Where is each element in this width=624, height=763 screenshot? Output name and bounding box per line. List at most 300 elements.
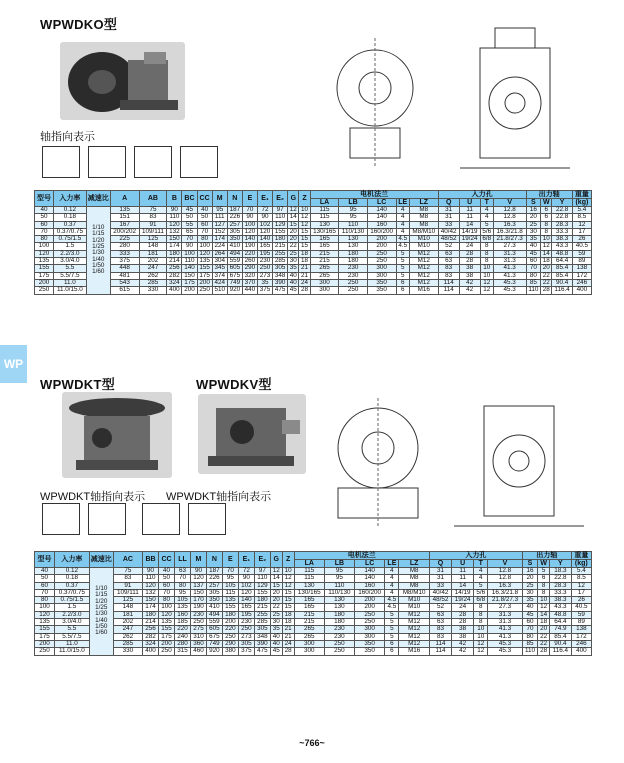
- table-cell: 22.8: [552, 214, 572, 221]
- reduction-ratio-cell: 1/10 1/15 1/20 1/25 1/30 1/40 1/50 1/60: [86, 207, 110, 295]
- column-header: Z: [299, 191, 310, 207]
- header-group-input_hole: 入力孔: [438, 191, 526, 199]
- table-cell: 200: [182, 287, 197, 294]
- table-cell: 52: [438, 243, 459, 250]
- column-header: S: [522, 560, 537, 568]
- table-cell: 14: [270, 575, 282, 582]
- table-cell: 38.3: [550, 597, 572, 604]
- table-cell: M8/M10: [409, 228, 438, 235]
- column-header: Z: [282, 552, 294, 568]
- table-cell: 390: [273, 279, 288, 286]
- table-cell: 25: [526, 221, 541, 228]
- column-header: V: [493, 199, 526, 207]
- table-cell: 5: [385, 619, 399, 626]
- table-cell: M12: [409, 265, 438, 272]
- table-cell: M12: [409, 258, 438, 265]
- table-cell: 59: [572, 250, 591, 257]
- table-cell: 5: [396, 250, 409, 257]
- table-cell: 14: [541, 250, 552, 257]
- table-cell: 215: [310, 258, 339, 265]
- table-cell: 165: [310, 236, 339, 243]
- table-cell: 5.5/7.5: [55, 633, 90, 640]
- header-group-weight: 重量: [572, 191, 591, 199]
- table-cell: 175: [197, 272, 212, 279]
- table-cell: 12: [474, 640, 488, 647]
- table-cell: 95: [339, 207, 367, 214]
- table-cell: 100: [182, 250, 197, 257]
- table-cell: 230: [339, 265, 367, 272]
- table-cell: 290: [222, 640, 238, 647]
- table-cell: 300: [310, 279, 339, 286]
- direction-label-wpwdkv: WPWDKT轴指向表示: [166, 491, 272, 503]
- column-header: E₂: [254, 552, 270, 568]
- header-group-output_shaft: 出力轴: [522, 552, 571, 560]
- table-cell: 105: [222, 582, 238, 589]
- table-cell: 110/130: [324, 589, 354, 596]
- table-cell: 83: [429, 633, 451, 640]
- table-cell: 70: [175, 575, 191, 582]
- table-cell: 4.5: [385, 604, 399, 611]
- page-number: ~766~: [299, 738, 325, 748]
- table-cell: 0.37: [54, 221, 87, 228]
- spec-table-wpwdko: [34, 190, 592, 295]
- table-cell: 97: [273, 207, 288, 214]
- table-cell: 410: [227, 243, 242, 250]
- table-cell: M12: [399, 626, 429, 633]
- table-cell: 10: [474, 633, 488, 640]
- table-cell: 230: [257, 258, 272, 265]
- direction-diagram-a: [42, 146, 80, 178]
- table-cell: 265: [310, 272, 339, 279]
- table-cell: 424: [212, 279, 227, 286]
- table-cell: 12: [288, 207, 299, 214]
- table-cell: 12: [282, 575, 294, 582]
- table-cell: 15: [299, 228, 310, 235]
- table-cell: 38.3: [552, 236, 572, 243]
- table-cell: 226: [227, 214, 242, 221]
- table-cell: 333: [110, 250, 139, 257]
- table-cell: 0.75/1.5: [55, 597, 90, 604]
- table-cell: 16.3/21.8: [488, 589, 523, 596]
- table-cell: 12: [541, 243, 552, 250]
- table-cell: 250: [339, 279, 367, 286]
- table-cell: 200: [367, 236, 396, 243]
- table-cell: 110: [273, 214, 288, 221]
- table-cell: 15: [288, 221, 299, 228]
- table-cell: 8: [541, 228, 552, 235]
- product-photo-wpwdkt: [62, 392, 172, 478]
- table-cell: 675: [227, 272, 242, 279]
- table-cell: 250: [324, 648, 354, 655]
- table-cell: 12: [480, 287, 493, 294]
- table-cell: 33: [429, 582, 451, 589]
- table-cell: 180: [324, 611, 354, 618]
- column-header: AC: [113, 552, 142, 568]
- table-cell: 90.4: [552, 279, 572, 286]
- table-cell: 97: [254, 568, 270, 575]
- column-header: V: [488, 560, 523, 568]
- table-cell: 6: [396, 279, 409, 286]
- table-cell: 220: [222, 626, 238, 633]
- table-cell: 18: [541, 258, 552, 265]
- table-cell: 12: [299, 214, 310, 221]
- table-cell: 12.8: [488, 568, 523, 575]
- table-cell: 10: [299, 207, 310, 214]
- table-cell: 110: [522, 648, 537, 655]
- table-cell: 148: [139, 243, 167, 250]
- table-cell: 285: [254, 619, 270, 626]
- direction-diagram-kt-a: [42, 503, 80, 535]
- table-cell: 21.8/27.3: [493, 236, 526, 243]
- table-cell: 8: [480, 243, 493, 250]
- table-cell: 33.3: [550, 589, 572, 596]
- table-cell: 5.4: [571, 568, 591, 575]
- table-cell: 35: [526, 236, 541, 243]
- table-cell: 114: [438, 287, 459, 294]
- table-cell: 195: [257, 250, 272, 257]
- table-cell: 48/52: [429, 597, 451, 604]
- header-group-output_shaft: 出力轴: [526, 191, 572, 199]
- table-cell: 8.5: [571, 575, 591, 582]
- product-photo-wpwdkv: [198, 394, 306, 474]
- table-cell: 115: [310, 214, 339, 221]
- table-cell: 64.4: [550, 619, 572, 626]
- table-cell: 200: [354, 604, 384, 611]
- column-header: E₁: [257, 191, 272, 207]
- table-cell: 16.3: [493, 221, 526, 228]
- table-cell: 40: [288, 279, 299, 286]
- header-group-weight: 重量: [571, 552, 591, 560]
- table-row: [35, 214, 592, 221]
- table-cell: 120: [242, 228, 257, 235]
- table-cell: 0.37/0.75: [54, 228, 87, 235]
- table-cell: 90: [242, 214, 257, 221]
- table-cell: 21: [299, 265, 310, 272]
- table-cell: 282: [143, 633, 159, 640]
- table-cell: 28: [452, 619, 474, 626]
- table-cell: 3.0/4.0: [54, 258, 87, 265]
- table-cell: 11.0: [54, 279, 87, 286]
- table-cell: 410: [206, 604, 222, 611]
- table-cell: 1.5: [55, 604, 90, 611]
- table-cell: 18: [299, 250, 310, 257]
- table-cell: 137: [190, 582, 206, 589]
- table-cell: M12: [399, 633, 429, 640]
- table-cell: 300: [310, 287, 339, 294]
- table-cell: 374: [212, 272, 227, 279]
- table-cell: 543: [110, 279, 139, 286]
- table-cell: 70: [222, 568, 238, 575]
- table-cell: 18: [538, 619, 550, 626]
- table-cell: M12: [409, 279, 438, 286]
- table-cell: 4: [480, 207, 493, 214]
- table-cell: 749: [227, 279, 242, 286]
- table-cell: 130/165: [310, 228, 339, 235]
- table-cell: 375: [238, 648, 254, 655]
- column-header: LA: [310, 199, 339, 207]
- table-cell: 300: [354, 626, 384, 633]
- table-cell: 33.3: [552, 228, 572, 235]
- table-cell: 90: [190, 568, 206, 575]
- table-cell: 360: [190, 640, 206, 647]
- table-cell: 116.4: [552, 287, 572, 294]
- table-cell: 115: [310, 207, 339, 214]
- table-cell: 200: [354, 597, 384, 604]
- table-cell: 45.3: [488, 640, 523, 647]
- table-cell: 120: [35, 611, 55, 618]
- table-cell: 390: [254, 640, 270, 647]
- table-cell: 10: [480, 272, 493, 279]
- table-cell: 200: [197, 279, 212, 286]
- table-cell: 4: [474, 575, 488, 582]
- column-header: LZ: [399, 560, 429, 568]
- column-header: E: [222, 552, 238, 568]
- table-cell: 324: [167, 279, 182, 286]
- table-cell: 22: [538, 633, 550, 640]
- table-cell: 25: [270, 611, 282, 618]
- table-cell: 70: [197, 228, 212, 235]
- table-cell: 12: [282, 582, 294, 589]
- table-cell: 6/8: [480, 236, 493, 243]
- table-cell: 150: [143, 597, 159, 604]
- table-cell: 42: [459, 287, 480, 294]
- table-cell: 45.3: [493, 279, 526, 286]
- table-cell: 102: [257, 221, 272, 228]
- table-cell: 138: [572, 265, 591, 272]
- table-cell: 95: [339, 214, 367, 221]
- table-cell: 74.9: [550, 626, 572, 633]
- table-cell: 230: [339, 272, 367, 279]
- table-cell: 8: [480, 250, 493, 257]
- table-cell: 50: [35, 575, 55, 582]
- table-row: [35, 648, 592, 655]
- table-cell: 220: [242, 250, 257, 257]
- table-cell: 250: [222, 633, 238, 640]
- table-cell: 11.0/15.0: [54, 287, 87, 294]
- table-cell: 155: [159, 626, 175, 633]
- table-cell: 28.3: [550, 582, 572, 589]
- table-cell: 460: [190, 648, 206, 655]
- table-cell: 27.3: [493, 243, 526, 250]
- table-cell: 200: [35, 640, 55, 647]
- table-cell: 12: [474, 648, 488, 655]
- table-cell: M12: [399, 640, 429, 647]
- header-group-input_hole: 入力孔: [429, 552, 522, 560]
- table-cell: 114: [438, 279, 459, 286]
- table-cell: 45: [522, 611, 537, 618]
- table-cell: 52: [429, 604, 451, 611]
- table-cell: 230: [238, 619, 254, 626]
- table-cell: 250: [35, 287, 54, 294]
- table-cell: 320: [242, 272, 257, 279]
- table-cell: 202: [113, 619, 142, 626]
- table-cell: 45: [526, 250, 541, 257]
- table-cell: 350: [367, 279, 396, 286]
- table-cell: 510: [212, 287, 227, 294]
- table-cell: 72: [238, 568, 254, 575]
- table-cell: 10: [474, 626, 488, 633]
- column-header: E₁: [238, 552, 254, 568]
- reduction-ratio-cell: 1/10 1/15 1/20 1/25 1/30 1/40 1/50 1/60: [89, 568, 113, 656]
- table-cell: 5.5: [54, 265, 87, 272]
- table-cell: 100: [159, 604, 175, 611]
- table-cell: 40: [526, 243, 541, 250]
- table-cell: 370: [242, 279, 257, 286]
- table-cell: 230: [190, 611, 206, 618]
- table-cell: 130: [310, 221, 339, 228]
- table-cell: 100: [197, 243, 212, 250]
- table-cell: 305: [227, 228, 242, 235]
- table-cell: 110: [254, 575, 270, 582]
- table-cell: 40: [288, 272, 299, 279]
- table-cell: 90: [257, 214, 272, 221]
- table-cell: 202: [139, 258, 167, 265]
- table-cell: 165: [310, 243, 339, 250]
- column-header: Q: [438, 199, 459, 207]
- table-cell: M16: [399, 648, 429, 655]
- table-cell: 80: [175, 582, 191, 589]
- table-cell: 0.37/0.75: [55, 589, 90, 596]
- table-cell: 19/24: [459, 236, 480, 243]
- table-cell: 22: [541, 272, 552, 279]
- table-cell: 28: [299, 287, 310, 294]
- table-cell: 4: [396, 228, 409, 235]
- table-cell: 200/202: [110, 228, 139, 235]
- table-cell: 140: [182, 265, 197, 272]
- technical-drawing-side-wpwdkt: [318, 388, 436, 538]
- table-cell: 348: [254, 633, 270, 640]
- column-header: LE: [385, 560, 399, 568]
- table-cell: 31: [429, 568, 451, 575]
- table-cell: 80: [35, 236, 54, 243]
- table-cell: 19/24: [452, 597, 474, 604]
- table-header-row: [35, 552, 592, 560]
- table-cell: 5: [396, 258, 409, 265]
- table-cell: 12: [480, 279, 493, 286]
- table-cell: 83: [139, 214, 167, 221]
- table-cell: 110: [143, 575, 159, 582]
- table-cell: 135: [197, 258, 212, 265]
- table-cell: 63: [175, 568, 191, 575]
- table-cell: 16: [522, 568, 537, 575]
- table-cell: 41.3: [488, 626, 523, 633]
- table-cell: 605: [227, 265, 242, 272]
- table-cell: 4: [385, 582, 399, 589]
- table-cell: M8: [399, 568, 429, 575]
- table-cell: 350: [354, 640, 384, 647]
- table-cell: 265: [310, 265, 339, 272]
- table-cell: 129: [254, 582, 270, 589]
- table-cell: 85.4: [552, 272, 572, 279]
- table-cell: 40: [35, 207, 54, 214]
- table-cell: M12: [399, 611, 429, 618]
- table-cell: 110/130: [339, 228, 367, 235]
- table-cell: 0.37: [55, 582, 90, 589]
- table-cell: 60: [526, 258, 541, 265]
- table-cell: 38: [452, 626, 474, 633]
- table-cell: 31.3: [493, 258, 526, 265]
- table-cell: 15: [270, 582, 282, 589]
- table-cell: 260: [242, 258, 257, 265]
- table-cell: M10: [409, 236, 438, 243]
- table-cell: 4: [396, 214, 409, 221]
- table-cell: 22.8: [550, 575, 572, 582]
- table-cell: 70: [159, 589, 175, 596]
- table-cell: 273: [257, 272, 272, 279]
- table-cell: 285: [113, 640, 142, 647]
- table-cell: 6/8: [474, 597, 488, 604]
- column-header: W: [541, 199, 552, 207]
- table-cell: 330: [113, 648, 142, 655]
- table-cell: 140: [257, 236, 272, 243]
- table-cell: 4: [385, 589, 399, 596]
- table-cell: 80: [526, 272, 541, 279]
- table-cell: 256: [143, 626, 159, 633]
- table-cell: 181: [139, 250, 167, 257]
- table-cell: 20: [538, 626, 550, 633]
- table-cell: 40.5: [572, 243, 591, 250]
- table-cell: 140: [242, 236, 257, 243]
- column-header: 减速比: [89, 552, 113, 568]
- column-header: W: [538, 560, 550, 568]
- table-cell: 90: [238, 575, 254, 582]
- table-cell: 85.4: [550, 633, 572, 640]
- table-cell: 200: [367, 243, 396, 250]
- table-cell: M8: [409, 214, 438, 221]
- table-cell: 63: [438, 250, 459, 257]
- table-cell: 70: [35, 228, 54, 235]
- table-cell: 8: [474, 611, 488, 618]
- model-title-wpwdkt: WPWDKT型: [40, 377, 116, 392]
- column-header: Y: [550, 560, 572, 568]
- table-cell: 14: [538, 611, 550, 618]
- column-header: LZ: [409, 199, 438, 207]
- table-cell: 170: [190, 597, 206, 604]
- table-cell: 135: [175, 604, 191, 611]
- product-photo-wpwdko: [60, 42, 185, 120]
- table-cell: 494: [227, 250, 242, 257]
- table-cell: 481: [110, 272, 139, 279]
- table-cell: 25: [288, 250, 299, 257]
- table-cell: 30: [270, 619, 282, 626]
- column-header: (kg): [572, 199, 591, 207]
- table-cell: M8: [399, 582, 429, 589]
- table-cell: 250: [324, 640, 354, 647]
- table-cell: M8: [409, 207, 438, 214]
- table-cell: 27.3: [488, 604, 523, 611]
- table-cell: 125: [113, 597, 142, 604]
- table-cell: 181: [113, 611, 142, 618]
- table-cell: 160: [175, 611, 191, 618]
- table-cell: 475: [273, 287, 288, 294]
- column-header: LC: [367, 199, 396, 207]
- table-cell: 64.4: [552, 258, 572, 265]
- table-cell: 180: [324, 619, 354, 626]
- table-cell: 31: [438, 207, 459, 214]
- table-cell: 16: [526, 207, 541, 214]
- table-cell: 246: [571, 640, 591, 647]
- table-cell: 256: [167, 265, 182, 272]
- table-cell: 38: [459, 272, 480, 279]
- table-cell: 50: [35, 214, 54, 221]
- table-cell: 150: [190, 589, 206, 596]
- table-cell: 70: [526, 265, 541, 272]
- table-cell: 4: [385, 568, 399, 575]
- table-cell: M8: [399, 575, 429, 582]
- table-cell: 250: [339, 287, 367, 294]
- table-cell: 111: [212, 214, 227, 221]
- table-cell: 6: [541, 207, 552, 214]
